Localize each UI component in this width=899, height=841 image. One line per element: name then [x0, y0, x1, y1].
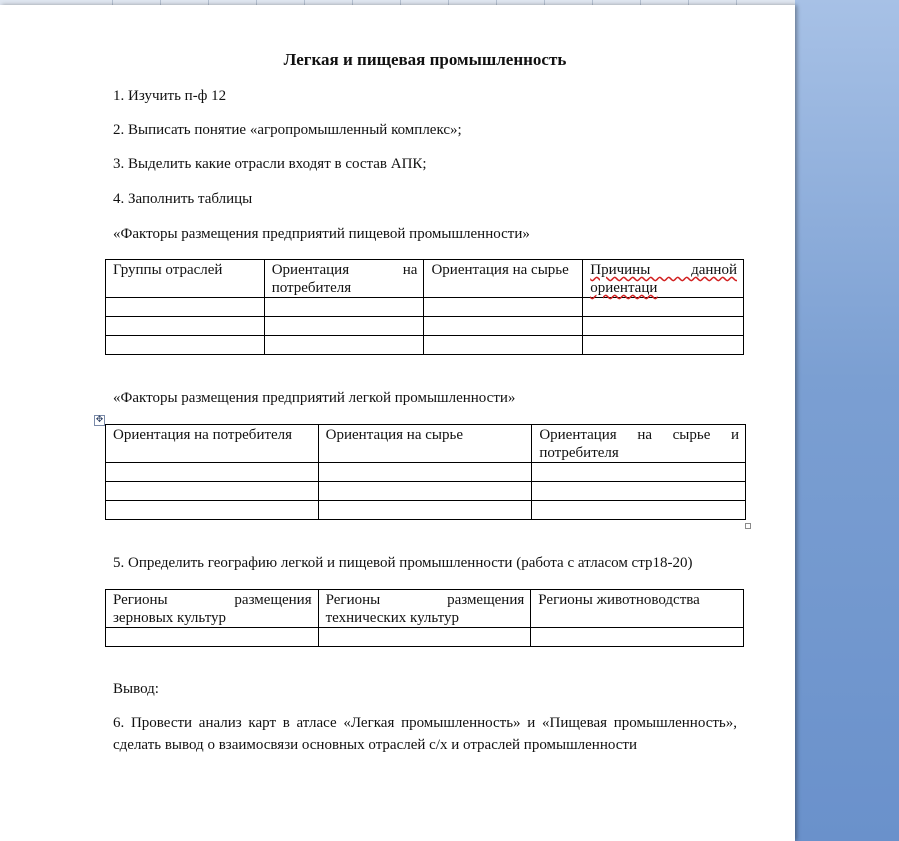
table-row — [106, 317, 744, 336]
table-cell[interactable] — [106, 336, 265, 355]
table-header-cell[interactable]: Ориентация на сырье — [318, 425, 532, 463]
table-cell[interactable] — [532, 501, 746, 520]
spellcheck-underlined-text: Причины данной ориентаци — [590, 262, 737, 296]
table-header-cell[interactable] — [583, 260, 744, 298]
table-row — [106, 463, 746, 482]
table-cell[interactable] — [106, 298, 265, 317]
table-cell[interactable] — [532, 463, 746, 482]
table-cell[interactable] — [318, 501, 532, 520]
table-row — [106, 482, 746, 501]
table-cell[interactable] — [318, 463, 532, 482]
table-cell[interactable] — [583, 317, 744, 336]
table-cell[interactable] — [106, 463, 319, 482]
page-title: Легкая и пищевая промышленность — [283, 50, 567, 69]
table-header-row — [106, 260, 744, 298]
table-cell[interactable] — [531, 628, 744, 647]
table-cell[interactable] — [424, 317, 583, 336]
table2-caption: «Факторы размещения предприятий легкой промышленности» — [113, 390, 516, 406]
task-2: 2. Выписать понятие «агропромышленный комплекс»; — [113, 122, 462, 138]
table-cell[interactable] — [583, 336, 744, 355]
table-cell[interactable] — [424, 298, 583, 317]
table-cell[interactable] — [318, 628, 531, 647]
food-industry-table[interactable] — [105, 259, 744, 355]
table-move-icon[interactable]: ✥ — [95, 415, 104, 425]
task-4: 4. Заполнить таблицы — [113, 191, 253, 207]
table-cell[interactable] — [264, 317, 424, 336]
table-header-cell[interactable]: Ориентация на потребителя — [106, 425, 319, 463]
table-header-row — [106, 425, 746, 463]
table-header-cell[interactable]: Регионы животноводства — [531, 590, 744, 628]
document-page[interactable] — [0, 5, 795, 841]
regions-table[interactable] — [105, 589, 744, 647]
table-cell[interactable] — [583, 298, 744, 317]
table-cell[interactable] — [424, 336, 583, 355]
table-cell[interactable] — [106, 628, 319, 647]
table-cell[interactable] — [318, 482, 532, 501]
table-header-cell[interactable]: Ориентация на сырье и потребителя — [532, 425, 746, 463]
table-row — [106, 336, 744, 355]
table-header-cell[interactable]: Ориентация на сырье — [424, 260, 583, 298]
task-5: 5. Определить географию легкой и пищевой промышленности (работа с атласом стр18-20) — [113, 555, 693, 571]
table-header-cell[interactable]: Регионы размещения зерновых культур — [106, 590, 319, 628]
table-cell[interactable] — [106, 482, 319, 501]
table-cell[interactable] — [532, 482, 746, 501]
table-header-cell[interactable]: Регионы размещения технических культур — [318, 590, 531, 628]
table-row — [106, 298, 744, 317]
table-cell[interactable] — [106, 501, 319, 520]
light-industry-table[interactable] — [105, 424, 746, 520]
conclusion-label: Вывод: — [113, 681, 159, 697]
table-header-cell[interactable]: Группы отраслей — [106, 260, 265, 298]
table-header-row — [106, 590, 744, 628]
table-cell[interactable] — [106, 317, 265, 336]
table-row — [106, 501, 746, 520]
table-cell[interactable] — [264, 298, 424, 317]
table-cell[interactable] — [264, 336, 424, 355]
task-1: 1. Изучить п-ф 12 — [113, 88, 227, 104]
task-6: 6. Провести анализ карт в атласе «Легкая промышленность» и «Пищевая промышленность», сделать вывод о взаимосвязи основных отраслей с/х и отраслей промышленности — [113, 715, 737, 753]
table1-caption: «Факторы размещения предприятий пищевой промышленности» — [113, 226, 530, 242]
table-resize-icon[interactable] — [745, 523, 751, 529]
task-3: 3. Выделить какие отрасли входят в состав АПК; — [113, 156, 427, 172]
table-header-cell[interactable]: Ориентация на потребителя — [264, 260, 424, 298]
table-row — [106, 628, 744, 647]
